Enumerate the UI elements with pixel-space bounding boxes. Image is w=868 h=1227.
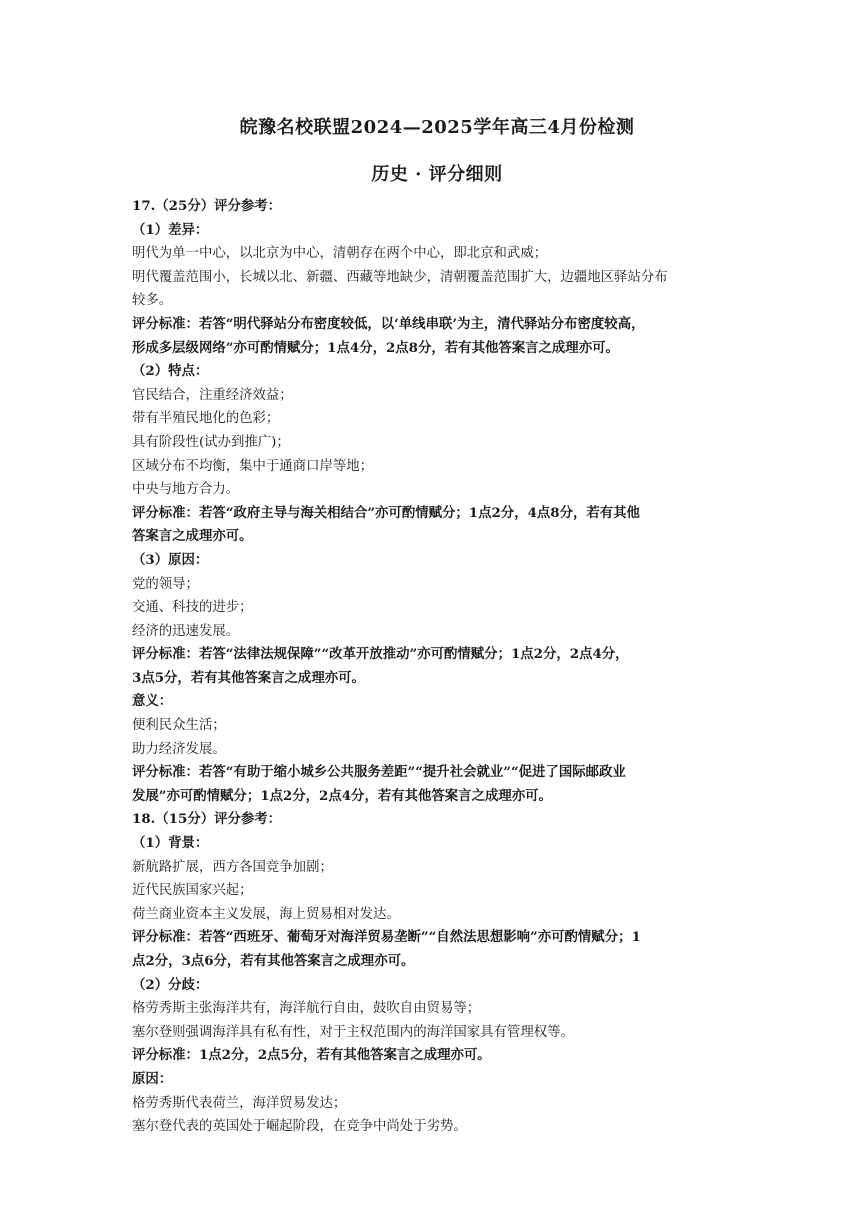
answer-line: 经济的迅速发展。 xyxy=(132,623,240,639)
scoring-standard-line: 评分标准：若答“有助于缩小城乡公共服务差距”“提升社会就业”“促进了国际邮政业 xyxy=(132,764,626,781)
answer-line: 新航路扩展，西方各国竞争加剧； xyxy=(132,859,333,875)
scoring-standard-line: 答案言之成理亦可。 xyxy=(132,528,253,545)
scoring-standard-line: 评分标准：若答“明代驿站分布密度较低，以‘单线串联’为主，清代驿站分布密度较高， xyxy=(132,315,645,332)
scoring-standard-line: 评分标准：1点2分，2点5分，若有其他答案言之成理亦可。 xyxy=(132,1047,491,1064)
scoring-standard-line: 发展”亦可酌情赋分；1点2分，2点4分，若有其他答案言之成理亦可。 xyxy=(132,787,552,804)
answer-line: 近代民族国家兴起； xyxy=(132,883,253,899)
q17-part2-label: （2）特点： xyxy=(132,363,209,380)
scoring-standard-line: 形成多层级网络”亦可酌情赋分；1点4分，2点8分，若有其他答案言之成理亦可。 xyxy=(132,339,619,356)
scoring-standard-line: 评分标准：若答“西班牙、葡萄牙对海洋贸易垄断”“自然法思想影响”亦可酌情赋分；1 xyxy=(132,929,641,946)
answer-line: 官民结合，注重经济效益； xyxy=(132,387,293,403)
answer-line: 区域分布不均衡，集中于通商口岸等地； xyxy=(132,458,374,474)
scoring-standard-line: 评分标准：若答“政府主导与海关相结合”亦可酌情赋分；1点2分，4点8分，若有其他 xyxy=(132,504,640,521)
question-18-heading: 18.（15分）评分参考： xyxy=(132,811,282,828)
document-page xyxy=(132,112,742,1139)
answer-line: 带有半殖民地化的色彩； xyxy=(132,411,280,427)
scoring-standard-line: 点2分，3点6分，若有其他答案言之成理亦可。 xyxy=(132,953,415,969)
answer-line: 明代覆盖范围小，长城以北、新疆、西藏等地缺少，清朝覆盖范围扩大，边疆地区驿站分布 xyxy=(132,269,668,285)
answer-line: 助力经济发展。 xyxy=(132,741,226,757)
q18-part2-label: （2）分歧： xyxy=(132,976,209,993)
answer-line: 党的领导； xyxy=(132,576,199,592)
scoring-standard-line: 评分标准：若答“法律法规保障”“改革开放推动”亦可酌情赋分；1点2分，2点4分， xyxy=(132,646,629,663)
answer-line: 具有阶段性(试办到推广)； xyxy=(132,434,290,450)
answer-line: 中央与地方合力。 xyxy=(132,482,240,498)
question-18 xyxy=(132,808,742,1138)
answer-line: 荷兰商业资本主义发展，海上贸易相对发达。 xyxy=(132,906,400,922)
answer-line: 格劳秀斯代表荷兰，海洋贸易发达； xyxy=(132,1095,347,1111)
answer-line: 格劳秀斯主张海洋共有，海洋航行自由，鼓吹自由贸易等； xyxy=(132,1001,481,1017)
scoring-standard-line: 3点5分，若有其他答案言之成理亦可。 xyxy=(132,669,365,686)
q17-significance-label: 意义： xyxy=(132,693,173,710)
q18-part1-label: （1）背景： xyxy=(132,835,209,852)
answer-line: 交通、科技的进步； xyxy=(132,600,253,616)
answer-line: 较多。 xyxy=(132,293,173,309)
question-17-heading: 17.（25分）评分参考： xyxy=(132,198,282,214)
document-title: 皖豫名校联盟2024—2025学年高三4月份检测 xyxy=(239,117,635,138)
answer-line: 便利民众生活； xyxy=(132,718,226,734)
q17-part1-label: （1）差异： xyxy=(132,221,209,238)
answer-line: 塞尔登则强调海洋具有私有性，对于主权范围内的海洋国家具有管理权等。 xyxy=(132,1024,574,1040)
q17-part3-label: （3）原因： xyxy=(132,551,209,568)
answer-line: 明代为单一中心，以北京为中心，清朝存在两个中心，即北京和武威； xyxy=(132,246,548,262)
q18-reason-label: 原因： xyxy=(132,1070,173,1087)
answer-line: 塞尔登代表的英国处于崛起阶段，在竞争中尚处于劣势。 xyxy=(132,1119,467,1135)
document-subtitle: 历史 · 评分细则 xyxy=(371,164,503,185)
question-17 xyxy=(132,195,742,808)
